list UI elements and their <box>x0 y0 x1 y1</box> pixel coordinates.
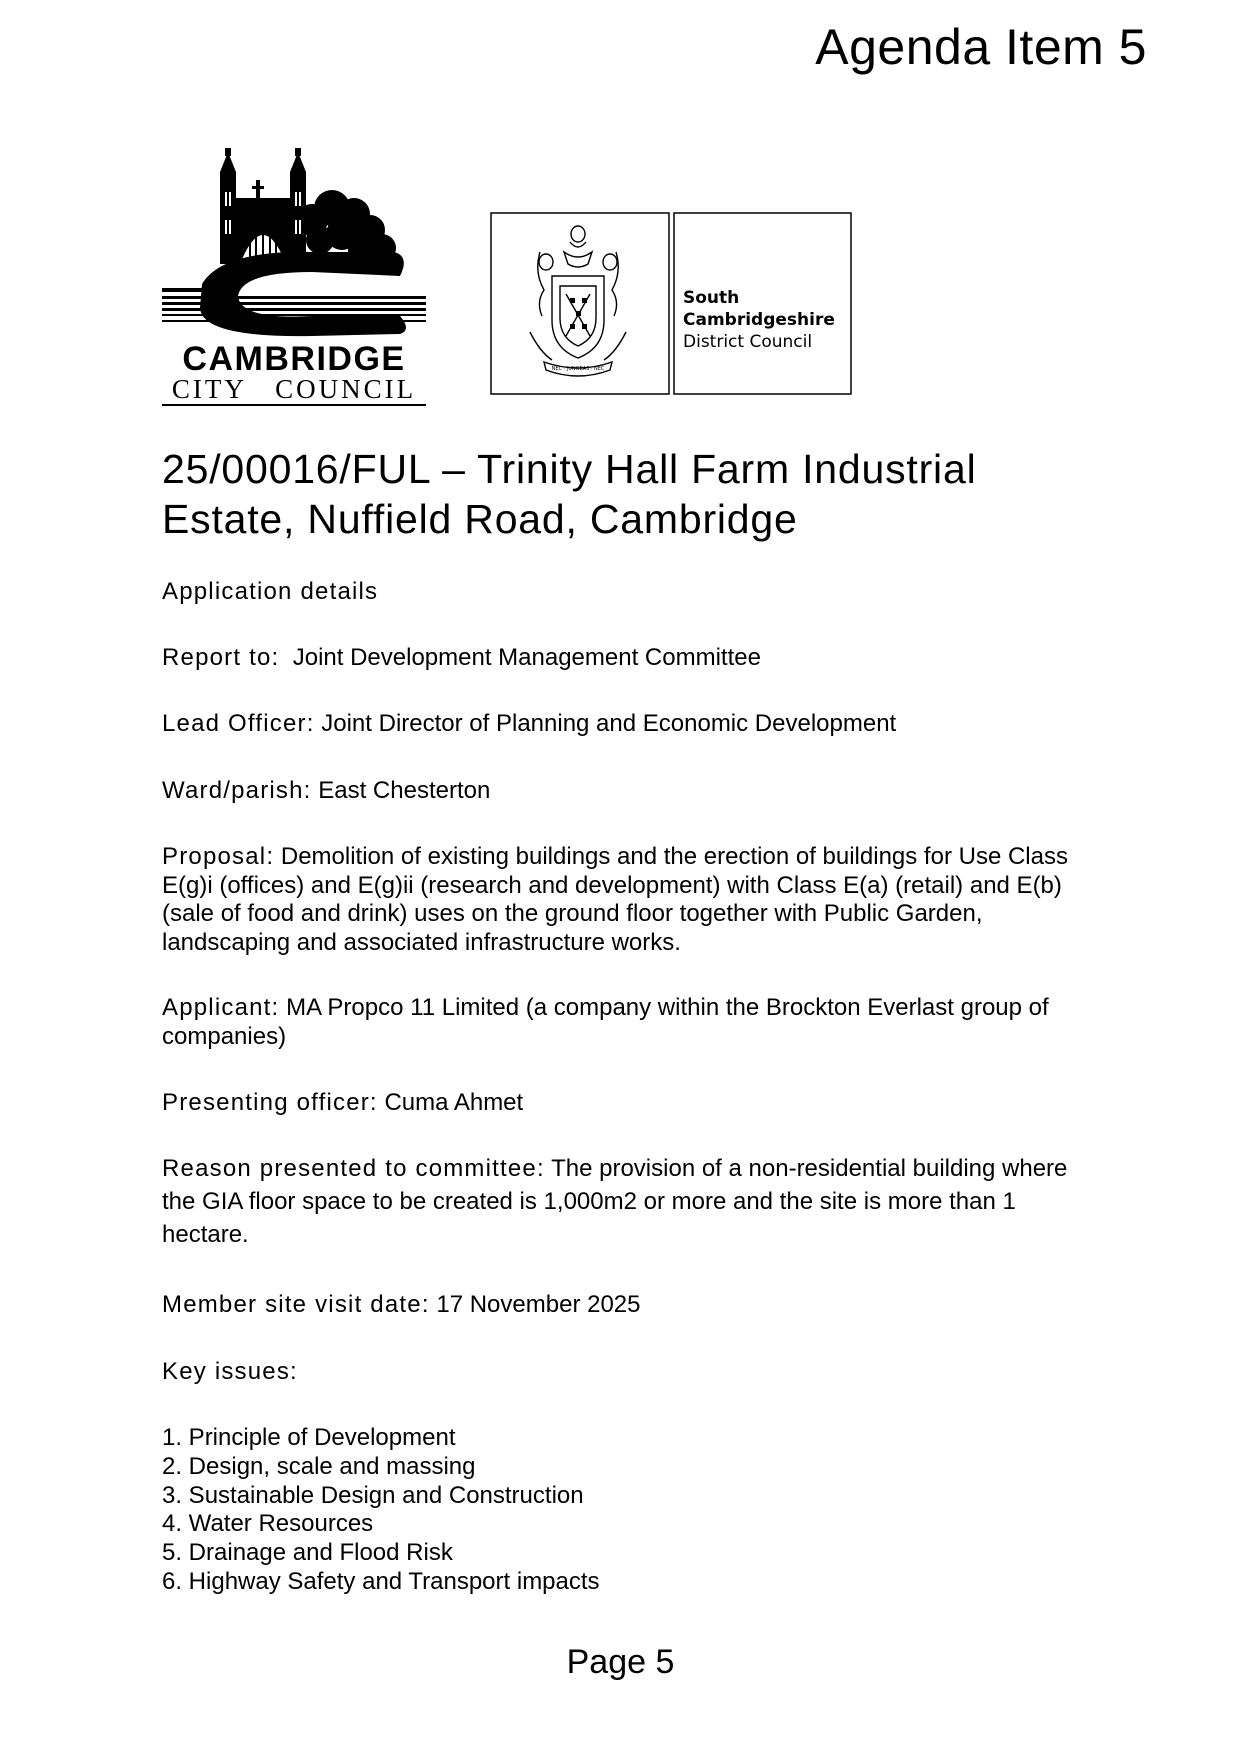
proposal-label: Proposal: <box>162 843 275 870</box>
ward-label: Ward/parish: <box>162 777 312 804</box>
applicant-value: MA Propco 11 Limited (a company within the Brockton Everlast group of companies) <box>162 994 1049 1050</box>
reason-value: The provision of a non-residential building where the GIA floor space to be created is 1,000m2 or more and the site is more than 1 hectare. <box>162 1155 1068 1248</box>
presenting-officer-label: Presenting officer: <box>162 1089 378 1116</box>
reason-label: Reason presented to committee: <box>162 1155 545 1182</box>
presenting-officer-row <box>162 1089 1102 1118</box>
report-to-row <box>162 644 1102 673</box>
report-title: 25/00016/FUL – Trinity Hall Farm Industrial Estate, Nuffield Road, Cambridge <box>162 446 977 542</box>
report-to-label: Report to: <box>162 644 280 671</box>
city-council-logo-text: CITY COUNCIL <box>171 374 417 404</box>
south-cambridgeshire-logo <box>490 212 852 395</box>
key-issues-list <box>162 1424 1102 1597</box>
key-issue-item: 4. Water Resources <box>162 1510 374 1538</box>
key-issue-item: 5. Drainage and Flood Risk <box>162 1539 453 1567</box>
page-number: Page 5 <box>566 1643 675 1681</box>
applicant-row <box>162 994 1102 1051</box>
lead-officer-row <box>162 710 1102 739</box>
applicant-label: Applicant: <box>162 994 280 1021</box>
proposal-value: Demolition of existing buildings and the erection of buildings for Use Class E(g)i (offices) and E(g)ii (research and development) with Class E(a) (retail) and E(b) (sale of food and drink) uses on the ground floor together with Public Garden, landscaping and associated infrastructure works. <box>162 843 1068 956</box>
key-issue-item: 6. Highway Safety and Transport impacts <box>162 1567 600 1595</box>
scdc-logo-line1: South <box>683 288 740 308</box>
application-details-heading: Application details <box>162 578 379 605</box>
reason-row <box>162 1152 1102 1251</box>
scdc-logo-line3: District Council <box>683 332 813 352</box>
ward-value: East Chesterton <box>318 777 491 804</box>
site-visit-row <box>162 1291 1102 1320</box>
lead-officer-value: Joint Director of Planning and Economic Development <box>321 710 897 737</box>
site-visit-value: 17 November 2025 <box>436 1291 641 1318</box>
agenda-item-label: Agenda Item 5 <box>815 19 1147 75</box>
report-to-value: Joint Development Management Committee <box>292 644 761 671</box>
cambridge-logo-text: CAMBRIDGE <box>182 340 406 378</box>
site-visit-label: Member site visit date: <box>162 1291 430 1318</box>
cambridge-city-council-logo <box>162 148 426 408</box>
key-issues-label: Key issues: <box>162 1358 298 1385</box>
crest-motto-text: NEC · JUNGEAS · NEC <box>551 366 605 372</box>
lead-officer-label: Lead Officer: <box>162 710 315 737</box>
key-issue-item: 2. Design, scale and massing <box>162 1452 476 1480</box>
proposal-row <box>162 843 1102 957</box>
scdc-logo-line2: Cambridgeshire <box>683 310 835 330</box>
key-issue-item: 3. Sustainable Design and Construction <box>162 1481 584 1509</box>
presenting-officer-value: Cuma Ahmet <box>384 1089 524 1116</box>
ward-row <box>162 777 1102 806</box>
key-issues-block <box>162 1424 1102 1597</box>
coat-of-arms-icon <box>530 226 626 376</box>
key-issue-item: 1. Principle of Development <box>162 1424 456 1451</box>
